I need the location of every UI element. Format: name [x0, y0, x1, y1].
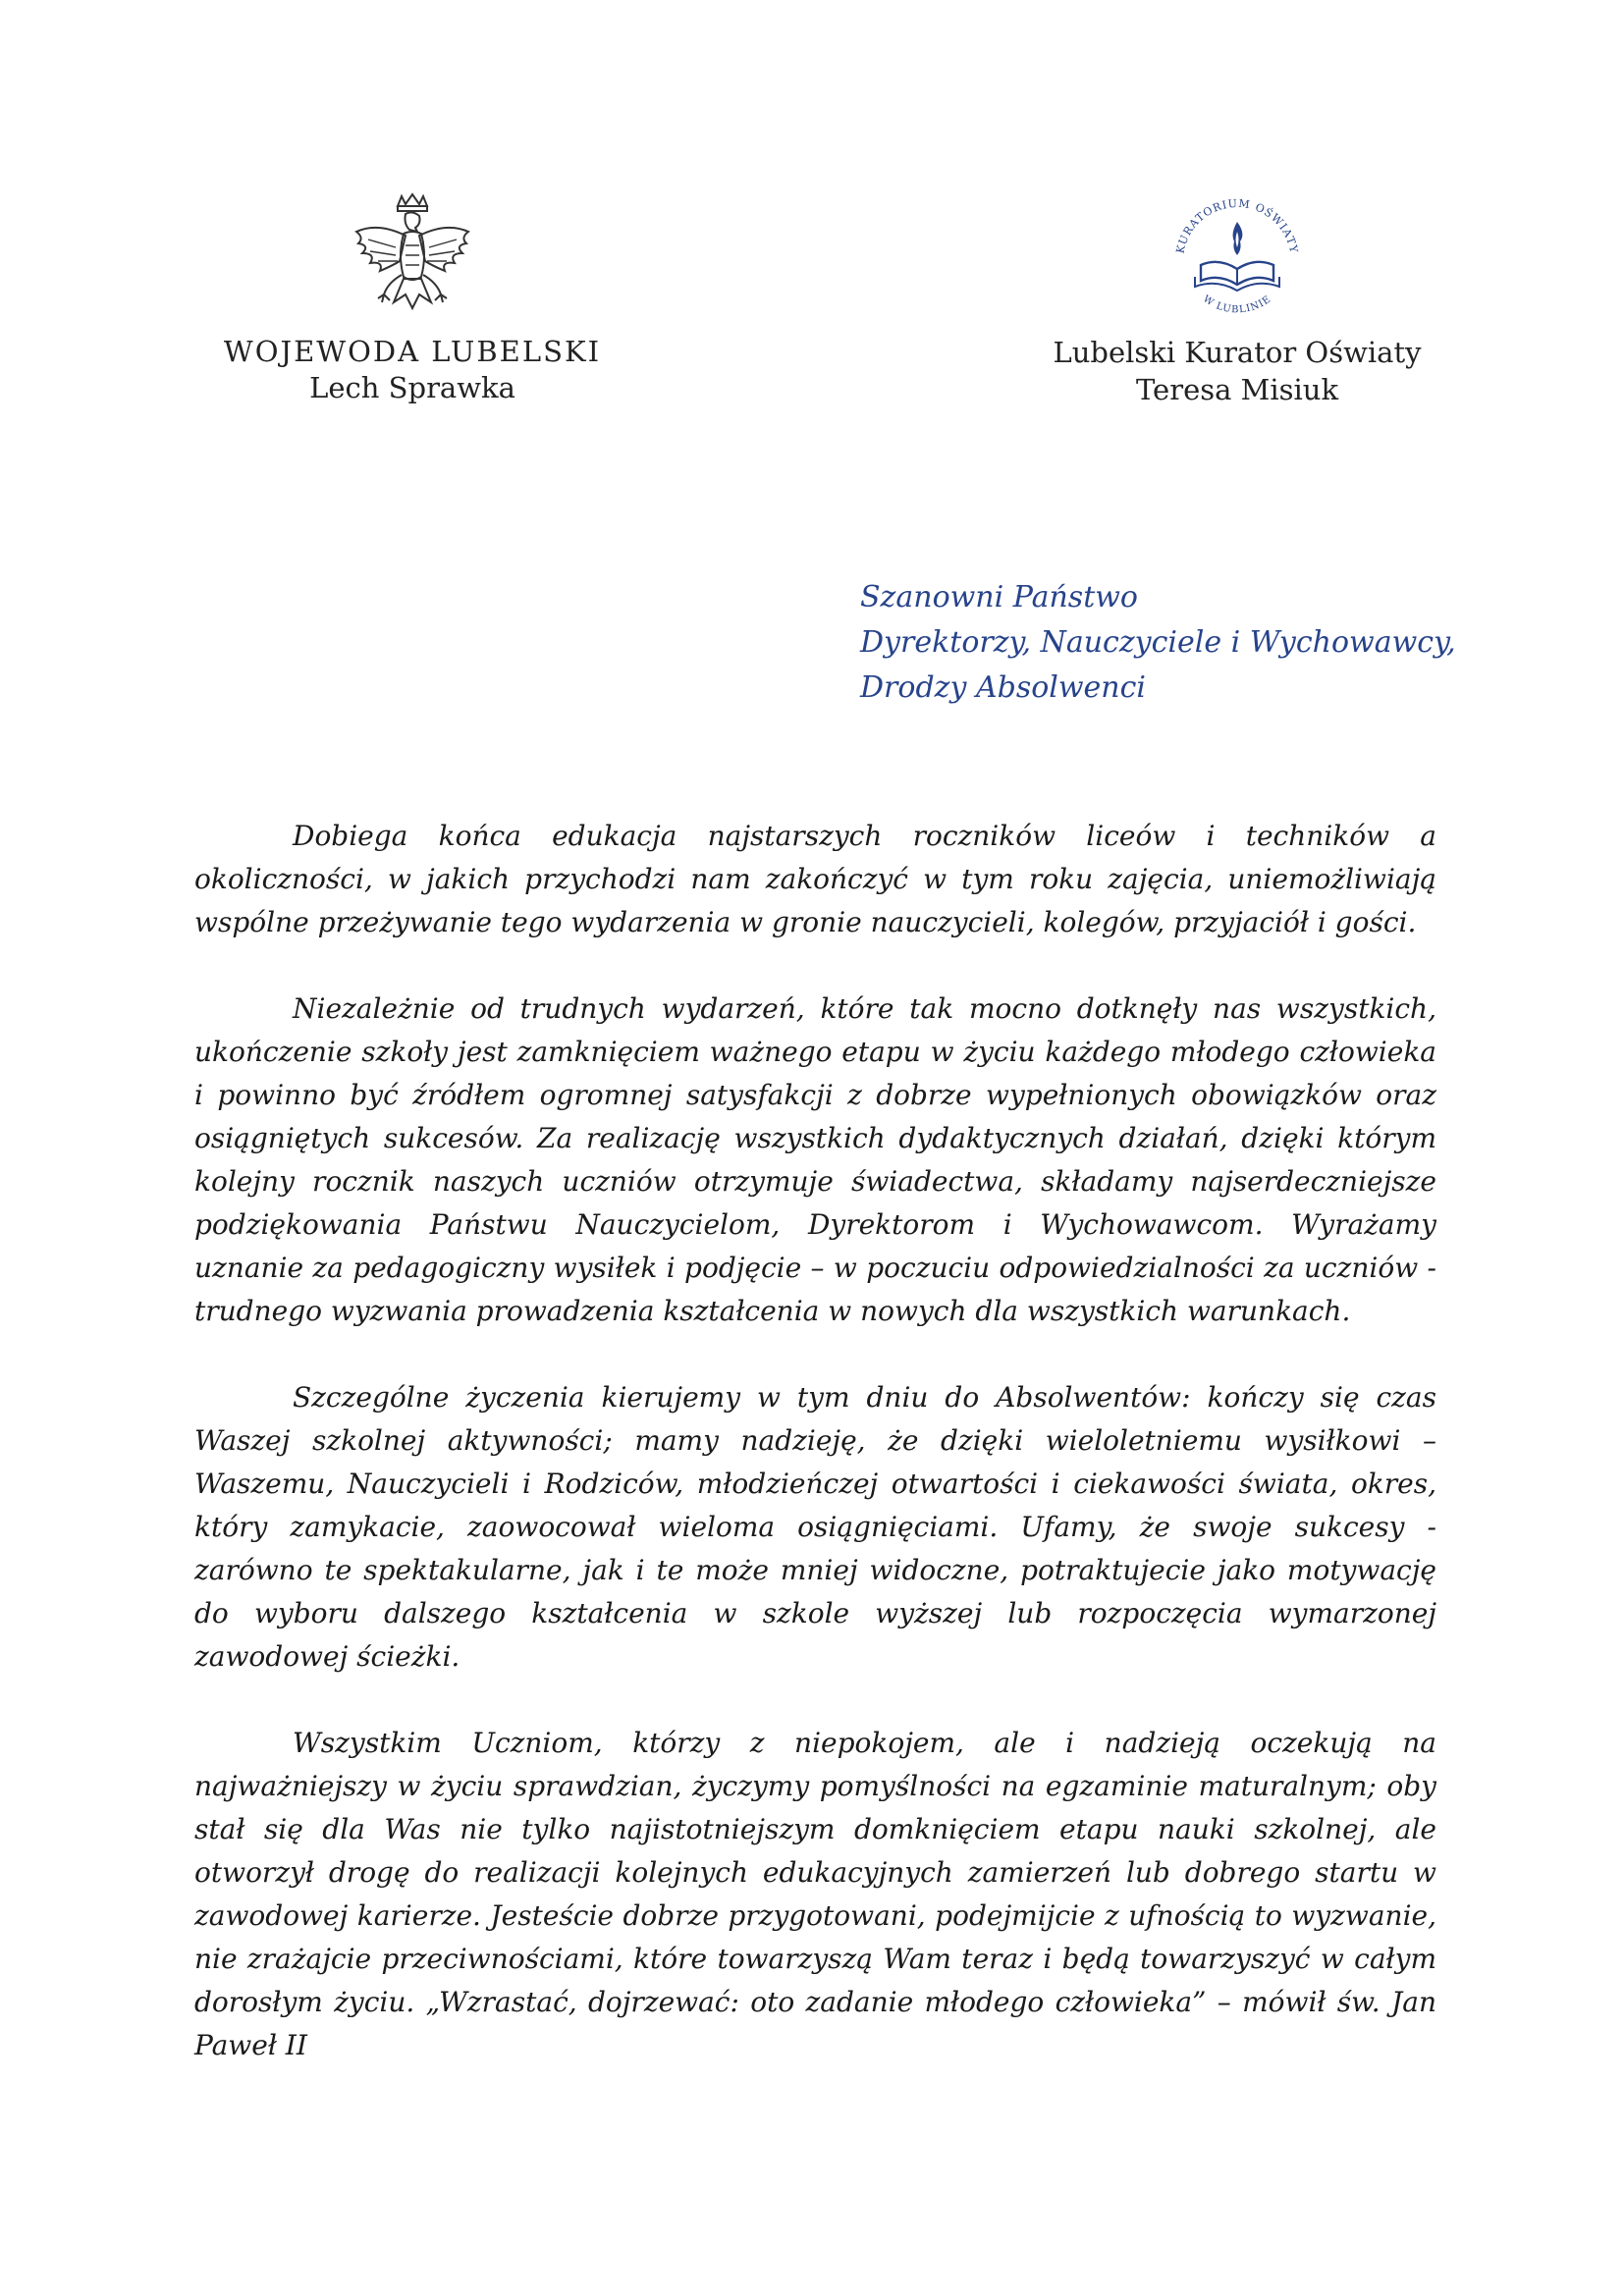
salutation-line-3: Drodzy Absolwenci — [860, 670, 1147, 705]
kuratorium-seal-icon — [1164, 183, 1311, 330]
right-person-name: Teresa Misiuk — [1135, 373, 1339, 406]
right-office-title: Lubelski Kurator Oświaty — [1053, 336, 1422, 369]
body-paragraph-1: Dobiega końca edukacja najstarszych roczników liceów i techników a okoliczności, w jakich przychodzi nam zakończyć w tym roku zajęcia, uniemożliwiają wspólne przeżywanie tego wydarzenia w gronie nauczycieli, kolegów, przyjaciół i gości. — [194, 820, 1436, 938]
salutation — [860, 575, 1456, 711]
svg-text:W LUBLINIE — [1201, 294, 1273, 315]
left-header — [196, 192, 628, 406]
left-office-title: WOJEWODA LUBELSKI — [223, 335, 602, 368]
letter-body — [194, 815, 1436, 2110]
salutation-line-2: Dyrektorzy, Nauczyciele i Wychowawcy, — [860, 625, 1456, 660]
polish-eagle-emblem-icon — [349, 192, 476, 328]
seal-ring-bottom-text: W LUBLINIE — [1201, 294, 1273, 316]
left-person-name: Lech Sprawka — [309, 371, 515, 404]
right-header — [1011, 183, 1463, 408]
body-paragraph-3: Szczególne życzenia kierujemy w tym dniu do Absolwentów: kończy się czas Waszej szkolnej aktywności; mamy nadzieję, że dzięki wieloletniemu wysiłkowi – Waszemu, Nauczycieli i Rodziców, młodzieńczej otwartości i ciekawości świata, okres, który zamykacie, zaowocował wieloma osiągnięciami. Ufamy, że swoje sukcesy - zarówno te spektakularne, jak i te może mniej widoczne, potraktujecie jako motywację do wyboru dalszego kształcenia w szkole wyższej lub rozpoczęcia wymarzonej zawodowej ścieżki. — [194, 1381, 1436, 1673]
salutation-line-1: Szanowni Państwo — [860, 580, 1138, 614]
body-paragraph-2: Niezależnie od trudnych wydarzeń, które tak mocno dotknęły nas wszystkich, ukończenie szkoły jest zamknięciem ważnego etapu w życiu każdego młodego człowieka i powinno być źródłem ogromnej satysfakcji z dobrze wypełnionych obowiązków oraz osiągniętych sukcesów. Za realizację wszystkich dydaktycznych działań, dzięki którym kolejny rocznik naszych uczniów otrzymuje świadectwa, składamy najserdeczniejsze podziękowania Państwu Nauczycielom, Dyrektorom i Wychowawcom. Wyrażamy uznanie za pedagogiczny wysiłek i podjęcie – w poczuciu odpowiedzialności za uczniów - trudnego wyzwania prowadzenia kształcenia w nowych dla wszystkich warunkach. — [194, 992, 1436, 1327]
seal-ring-top-text: KURATORIUM OŚWIATY — [1173, 196, 1301, 255]
body-paragraph-4: Wszystkim Uczniom, którzy z niepokojem, ale i nadzieją oczekują na najważniejszy w życiu sprawdzian, życzymy pomyślności na egzaminie maturalnym; oby stał się dla Was nie tylko najistotniejszym domknięciem etapu nauki szkolnej, ale otworzył drogę do realizacji kolejnych edukacyjnych zamierzeń lub dobrego startu w zawodowej karierze. Jesteście dobrze przygotowani, podejmijcie z ufnością to wyzwanie, nie zrażajcie przeciwnościami, które towarzyszą Wam teraz i będą towarzyszyć w całym dorosłym życiu. „Wzrastać, dojrzewać: oto zadanie młodego człowieka” – mówił św. Jan Paweł II — [194, 1727, 1436, 2061]
